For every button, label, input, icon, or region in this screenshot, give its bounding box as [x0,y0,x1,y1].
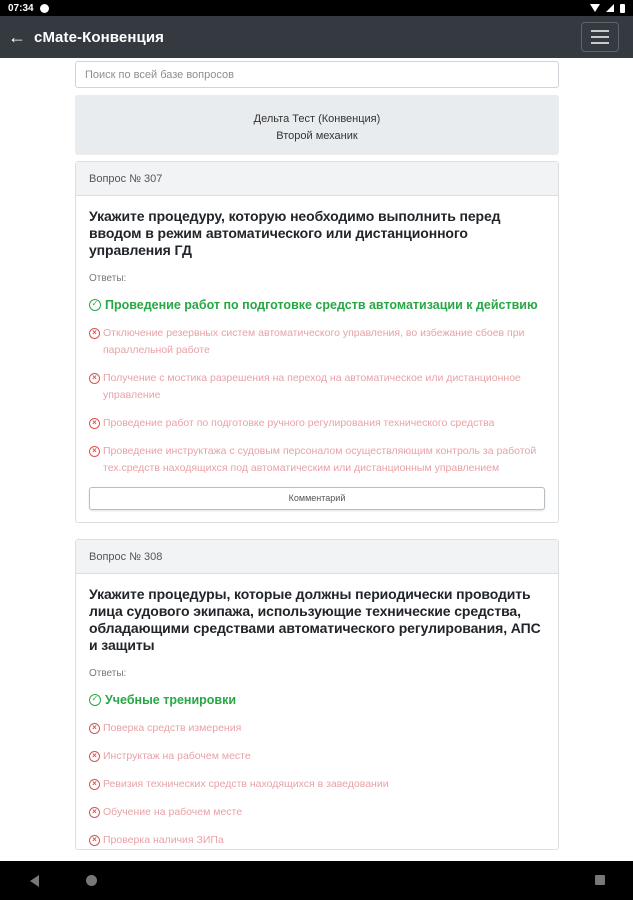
menu-button[interactable] [581,22,619,52]
status-icons [590,4,625,13]
answer-item [89,370,545,404]
answer-item [89,443,545,477]
answer-text: Отключение резервных систем автоматического управления, во избежание сбоев при параллельной работе [103,327,525,356]
nav-recents-icon[interactable] [595,875,605,885]
wifi-icon [590,4,600,12]
answer-text: Ревизия технических средств находящихся в заведовании [103,778,389,790]
answer-item [89,415,545,432]
answer-item-correct [89,692,545,709]
question-card [75,161,559,523]
system-nav-bar [0,861,633,900]
answer-item [89,720,545,737]
signal-icon [606,4,614,12]
nav-home-icon[interactable] [86,875,97,886]
battery-icon [620,4,625,13]
question-text: Укажите процедуры, которые должны периодически проводить лица судового экипажа, использующие технические средства, обладающими средствами автоматического регулирования, АПС и защиты [89,586,541,653]
answer-list [89,297,545,477]
search-input[interactable] [75,61,559,88]
answer-text: Учебные тренировки [105,693,237,707]
answer-item-correct [89,297,545,314]
answer-text: Получение с мостика разрешения на переход на автоматическое или дистанционное управление [103,372,521,401]
question-number: Вопрос № 308 [76,540,558,574]
arrow-left-icon: ← [8,26,26,47]
answer-text: Проведение инструктажа с судовым персоналом осуществляющим контроль за работой тех.средств находящихся под автоматическим или дистанционным управлением [103,445,537,474]
x-circle-icon: × [89,723,100,734]
app-bar [0,16,633,58]
x-circle-icon: × [89,835,100,846]
answer-item [89,804,545,821]
answers-label: Ответы: [89,668,127,679]
answer-text: Проверка наличия ЗИПа [103,834,224,846]
status-bar [0,0,633,16]
answer-list [89,692,545,849]
comment-button[interactable]: Комментарий [89,487,545,510]
back-button[interactable] [0,27,34,48]
answer-text: Обучение на рабочем месте [103,806,243,818]
answer-text: Проведение работ по подготовке средств автоматизации к действию [105,298,538,312]
question-text: Укажите процедуру, которую необходимо выполнить перед вводом в режим автоматического или дистанционного управления ГД [89,208,501,258]
test-position: Второй механик [276,130,358,142]
hamburger-menu-icon [591,30,609,32]
google-notification-icon [40,4,49,13]
answer-text: Инструктаж на рабочем месте [103,750,251,762]
answer-text: Проведение работ по подготовке ручного регулирования технического средства [103,417,495,429]
answer-item [89,748,545,765]
x-circle-icon: × [89,751,100,762]
answers-label: Ответы: [89,273,127,284]
x-circle-icon: × [89,807,100,818]
app-title: cMate-Конвенция [34,28,165,46]
answer-item [89,832,545,849]
x-circle-icon: × [89,446,100,457]
status-time: 07:34 [8,2,34,14]
test-name: Дельта Тест (Конвенция) [253,113,381,125]
check-circle-icon: ✓ [89,694,101,706]
x-circle-icon: × [89,373,100,384]
x-circle-icon: × [89,328,100,339]
test-info [75,95,559,155]
answer-item [89,325,545,359]
answer-text: Поверка средств измерения [103,722,242,734]
answer-item [89,776,545,793]
check-circle-icon: ✓ [89,299,101,311]
question-number: Вопрос № 307 [76,162,558,196]
x-circle-icon: × [89,418,100,429]
x-circle-icon: × [89,779,100,790]
question-card [75,539,559,850]
main-content[interactable] [0,58,633,861]
nav-back-icon[interactable] [30,875,39,887]
